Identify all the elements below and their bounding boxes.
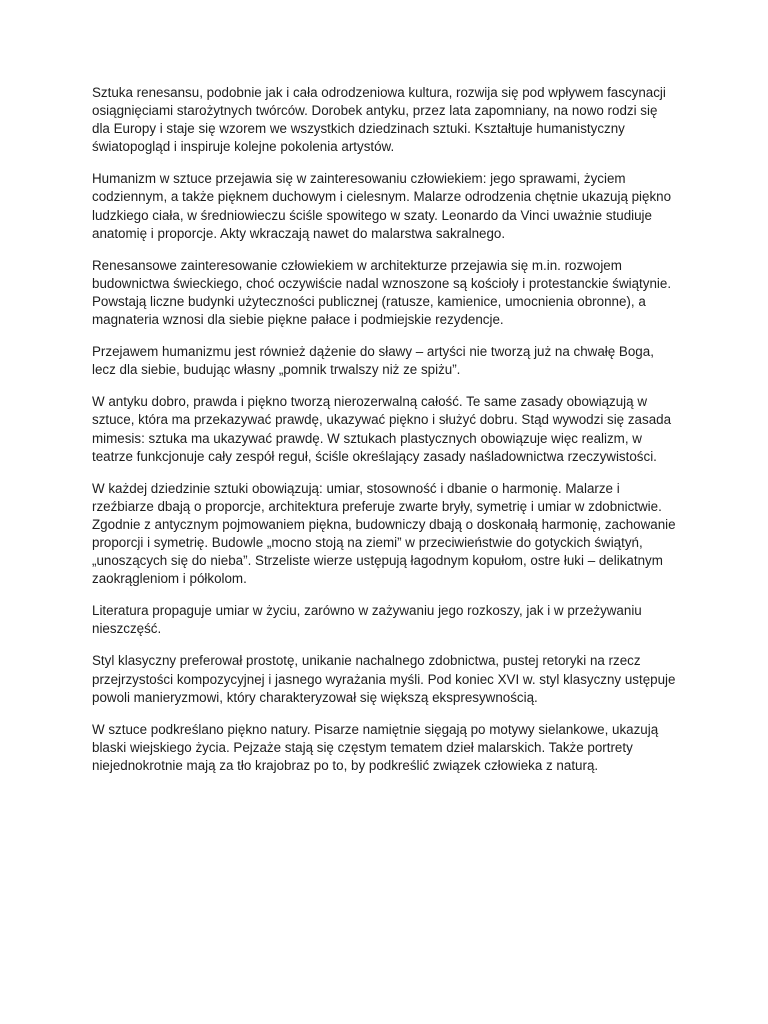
paragraph-literatura: Literatura propaguje umiar w życiu, zarówno w zażywaniu jego rozkoszy, jak i w przeżywaniu nieszczęść. <box>92 603 642 637</box>
paragraph-natura: W sztuce podkreślano piękno natury. Pisarze namiętnie sięgają po motywy sielankowe, ukazują blaski wiejskiego życia. Pejzaże stają się częstym tematem dzieł malarskich. Także portrety niejednokrotnie mają za tło krajobraz po to, by podkreślić związek człowieka z naturą. <box>92 721 659 773</box>
paragraph-renesans-intro: Sztuka renesansu, podobnie jak i cała odrodzeniowa kultura, rozwija się pod wpływem fascynacji osiągnięciami starożytnych twórców. Dorobek antyku, przez lata zapomniany, na nowo rodzi się dla Europy i staje się wzorem we wszystkich dziedzinach sztuki. Kształtuje humanistyczny światopogląd i inspiruje kolejne pokolenia artystów. <box>92 85 666 155</box>
paragraph-mimesis: W antyku dobro, prawda i piękno tworzą nierozerwalną całość. Te same zasady obowiązują w sztuce, która ma przekazywać prawdę, ukazywać piękno i służyć dobru. Stąd wywodzi się zasada mimesis: sztuka ma ukazywać prawdę. W sztukach plastycznych obowiązuje więc realizm, w teatrze funkcjonuje cały zespół reguł, ściśle określający zasady naśladownictwa rzeczywistości. <box>92 394 672 464</box>
paragraph-harmonia: W każdej dziedzinie sztuki obowiązują: umiar, stosowność i dbanie o harmonię. Malarze i rzeźbiarze dbają o proporcje, architektura preferuje zwarte bryły, symetrię i umiar w zdobnictwie. Zgodnie z antycznym pojmowaniem piękna, budowniczy dbają o doskonałą harmonię, zachowanie proporcji i symetrię. Budowle „mocno stoją na ziemi” w przeciwieństwie do gotyckich świątyń, „unoszących się do nieba”. Strzeliste wierze ustępują łagodnym kopułom, ostre łuki – delikatnym zaokrągleniom i półkolom. <box>92 480 676 587</box>
paragraph-humanizm: Humanizm w sztuce przejawia się w zainteresowaniu człowiekiem: jego sprawami, życiem codziennym, a także pięknem duchowym i cielesnym. Malarze odrodzenia chętnie ukazują piękno ludzkiego ciała, w średniowieczu ściśle spowitego w szaty. Leonardo da Vinci uważnie studiuje anatomię i proporcje. Akty wkraczają nawet do malarstwa sakralnego. <box>92 171 672 241</box>
paragraph-slawa: Przejawem humanizmu jest również dążenie do sławy – artyści nie tworzą już na chwałę Boga, lecz dla siebie, budując własny „pomnik trwalszy niż ze spiżu”. <box>92 344 654 378</box>
paragraph-architektura: Renesansowe zainteresowanie człowiekiem w architekturze przejawia się m.in. rozwojem budownictwa świeckiego, choć oczywiście nadal wznoszone są kościoły i protestanckie świątynie. Powstają liczne budynki użyteczności publicznej (ratusze, kamienice, umocnienia obronne), a magnateria wznosi dla siebie piękne pałace i podmiejskie rezydencje. <box>92 257 672 328</box>
paragraph-styl-klasyczny: Styl klasyczny preferował prostotę, unikanie nachalnego zdobnictwa, pustej retoryki na rzecz przejrzystości kompozycyjnej i jasnego wyrażania myśli. Pod koniec XVI w. styl klasyczny ustępuje powoli manieryzmowi, który charakteryzował się większą ekspresywnością. <box>92 653 676 705</box>
